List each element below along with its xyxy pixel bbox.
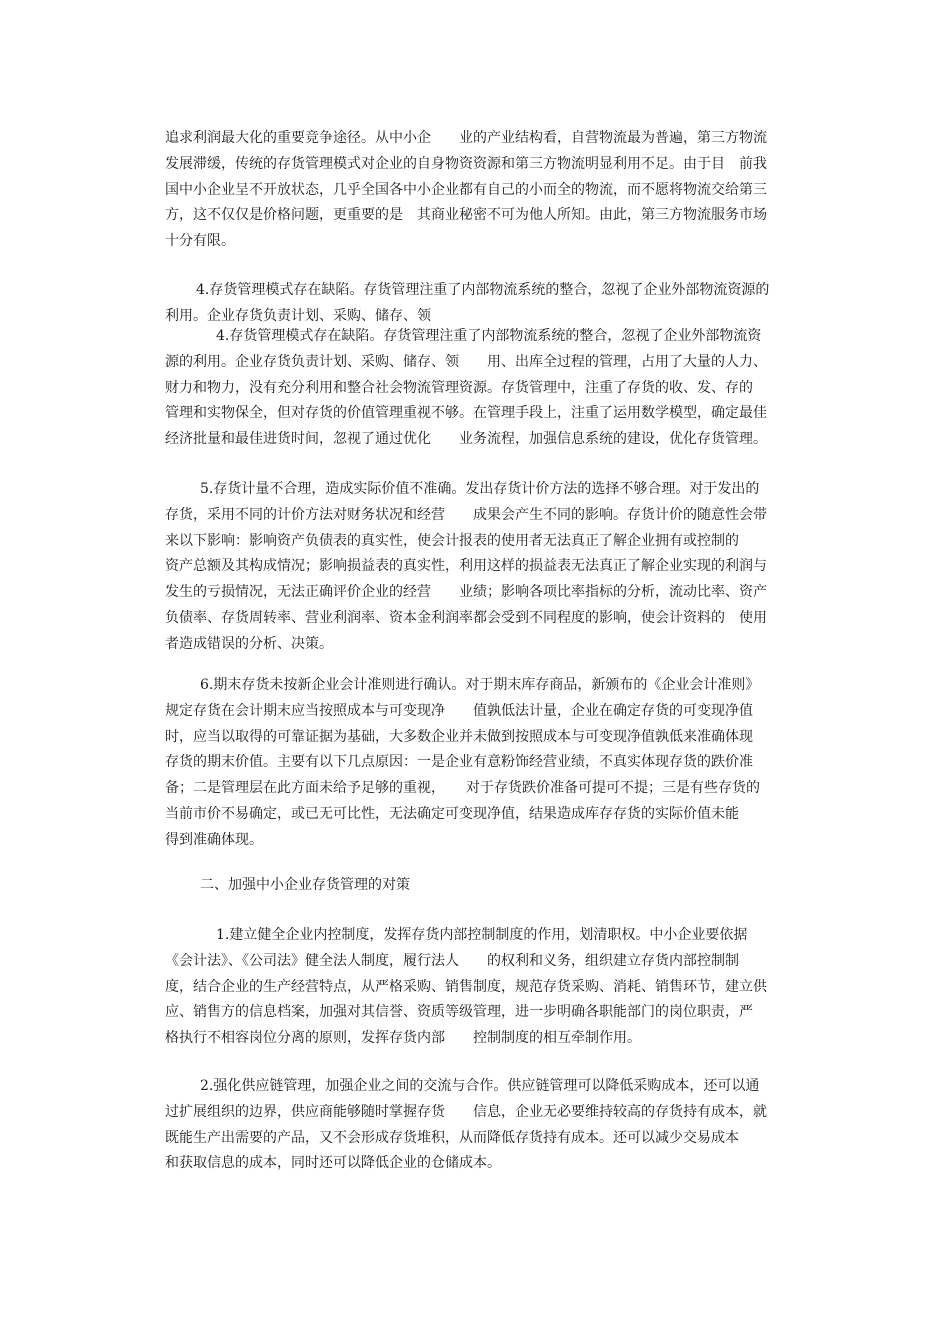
- paragraph-line: 管理和实物保全，但对存货的价值管理重视不够。在管理手段上，注重了运用数学模型，确定最佳: [165, 405, 767, 422]
- paragraph-line: 利用。企业存货负责计划、采购、储存、领: [165, 307, 431, 324]
- paragraph-line: 当前市价不易确定，或已无可比性，无法确定可变现净值，结果造成库存存货的实际价值未能: [165, 806, 739, 822]
- paragraph-line: 备；二是管理层在此方面未给予足够的重视， 对于存货跌价准备可提可不提；三是有些存货的: [165, 780, 760, 797]
- paragraph-line: 发生的亏损情况，无法正确评价企业的经营 业绩；影响各项比率指标的分析，流动比率、资产: [165, 584, 767, 601]
- paragraph-line: 方，这不仅仅是价格问题，更重要的是 其商业秘密不可为他人所知。由此，第三方物流服务市场: [165, 207, 767, 224]
- paragraph-line: 规定存货在会计期末应当按照成本与可变现净 值孰低法计量，企业在确定存货的可变现净值: [165, 702, 753, 719]
- paragraph-line: 《会计法》、《公司法》健全法人制度，履行法人 的权利和义务，组织建立存货内部控制制: [165, 952, 739, 969]
- paragraph-line: 应、销售方的信息档案，加强对其信誉、资质等级管理，进一步明确各职能部门的岗位职责，严: [165, 1004, 753, 1021]
- paragraph-line: 资产总额及其构成情况；影响损益表的真实性，利用这样的损益表无法真正了解企业实现的利润与: [165, 558, 767, 575]
- paragraph-line: 财力和物力，没有充分利用和整合社会物流管理资源。存货管理中，注重了存货的收、发、存的: [165, 379, 753, 396]
- paragraph-line: 存货，采用不同的计价方法对财务状况和经营 成果会产生不同的影响。存货计价的随意性会带: [165, 506, 767, 523]
- paragraph-line: 时，应当以取得的可靠证据为基础，大多数企业并未做到按照成本与可变现净值孰低来准确体现: [165, 728, 753, 745]
- section-heading: 二、加强中小企业存货管理的对策: [200, 877, 410, 893]
- paragraph-line: 4.存货管理模式存在缺陷。存货管理注重了内部物流系统的整合，忽视了企业外部物流资源的: [196, 282, 770, 298]
- paragraph-line: 4.存货管理模式存在缺陷。存货管理注重了内部物流系统的整合，忽视了企业外部物流资: [216, 328, 762, 344]
- paragraph-line: 1.建立健全企业内控制度，发挥存货内部控制制度的作用，划清职权。中小企业要依据: [216, 927, 748, 943]
- paragraph-line: 既能生产出需要的产品，又不会形成存货堆积，从而降低存货持有成本。还可以减少交易成本: [165, 1129, 739, 1146]
- paragraph-line: 2.强化供应链管理，加强企业之间的交流与合作。供应链管理可以降低采购成本，还可以通: [200, 1078, 760, 1094]
- paragraph-line: 得到准确体现。: [165, 831, 263, 848]
- paragraph-line: 追求利润最大化的重要竞争途径。从中小企 业的产业结构看，自营物流最为普遍，第三方物流: [165, 130, 767, 146]
- paragraph-line: 负债率、存货周转率、营业利润率、资本金利润率都会受到不同程度的影响，使会计资料的 使用: [165, 610, 767, 626]
- paragraph-line: 者造成错误的分析、决策。: [165, 635, 333, 652]
- paragraph-line: 存货的期末价值。主要有以下几点原因：一是企业有意粉饰经营业绩，不真实体现存货的跌价准: [165, 754, 753, 771]
- paragraph-line: 十分有限。: [165, 233, 235, 250]
- paragraph-line: 和获取信息的成本，同时还可以降低企业的仓储成本。: [165, 1155, 501, 1172]
- paragraph-line: 国中小企业呈不开放状态，几乎全国各中小企业都有自己的小而全的物流，而不愿将物流交给第三: [165, 181, 767, 198]
- paragraph-line: 格执行不相容岗位分离的原则，发挥存货内部 控制制度的相互牵制作用。: [165, 1030, 641, 1047]
- paragraph-line: 发展滞缓，传统的存货管理模式对企业的自身物资资源和第三方物流明显利用不足。由于目 前我: [165, 155, 767, 172]
- paragraph-line: 过扩展组织的边界，供应商能够随时掌握存货 信息，企业无必要维持较高的存货持有成本，就: [165, 1103, 767, 1120]
- paragraph-line: 来以下影响：影响资产负债表的真实性，使会计报表的使用者无法真正了解企业拥有或控制的: [165, 532, 739, 549]
- paragraph-line: 5.存货计量不合理，造成实际价值不准确。发出存货计价方法的选择不够合理。对于发出的: [200, 481, 760, 497]
- paragraph-line: 度，结合企业的生产经营特点，从严格采购、销售制度，规范存货采购、消耗、销售环节，建立供: [165, 978, 767, 995]
- paragraph-line: 源的利用。企业存货负责计划、采购、储存、领 用、出库全过程的管理，占用了大量的人力、: [165, 353, 767, 370]
- paragraph-line: 经济批量和最佳进货时间，忽视了通过优化 业务流程，加强信息系统的建设，优化存货管理。: [165, 431, 767, 448]
- paragraph-line: 6.期末存货未按新企业会计准则进行确认。对于期末库存商品，新颁布的《企业会计准则》: [200, 677, 760, 693]
